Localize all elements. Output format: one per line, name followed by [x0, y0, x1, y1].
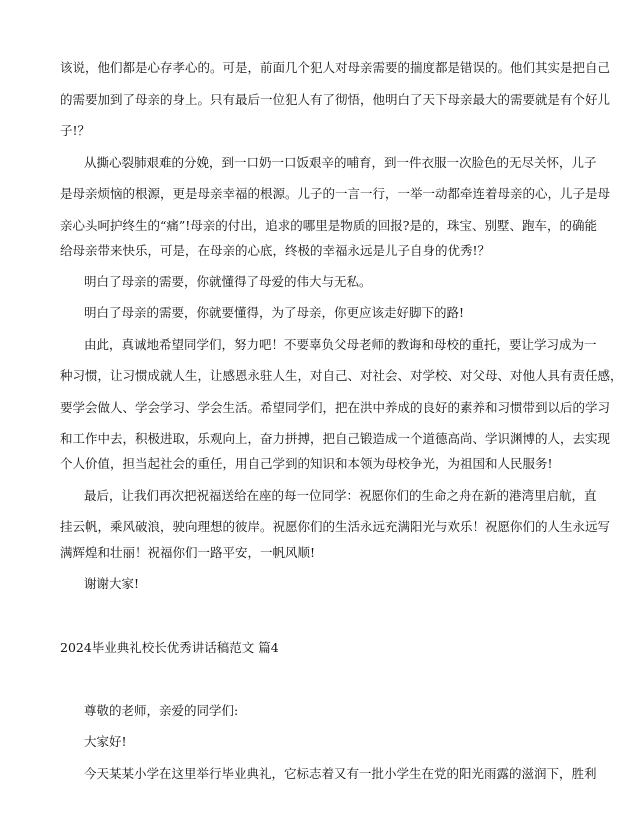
section-heading: 2024毕业典礼校长优秀讲话稿范文 篇4 — [60, 640, 279, 655]
text-line: 种习惯，让习惯成就人生，让感恩永驻人生，对自己、对社会、对学校、对父母、对他人具有责任感， — [60, 368, 623, 383]
greeting: 大家好! — [84, 734, 127, 749]
salutation: 尊敬的老师，亲爱的同学们: — [84, 703, 239, 718]
text-line: 的需要加到了母亲的身上。只有最后一位犯人有了彻悟，他明白了天下母亲最大的需要就是有个好儿 — [60, 92, 611, 107]
paragraph-first-line: 由此，真诚地希望同学们，努力吧！不要辜负父母老师的教诲和母校的重托，要让学习成为一 — [84, 337, 597, 352]
paragraph-first-line: 明白了母亲的需要，你就要懂得，为了母亲，你更应该走好脚下的路! — [84, 305, 465, 320]
text-line: 满辉煌和壮丽！祝福你们一路平安，一帆风顺! — [60, 545, 316, 560]
paragraph-first-line: 今天某某小学在这里举行毕业典礼，它标志着又有一批小学生在党的阳光雨露的滋润下，胜利 — [84, 766, 597, 781]
text-line: 子!？ — [60, 123, 91, 138]
text-line: 亲心头呵护终生的“痛”!母亲的付出，追求的哪里是物质的回报?是的，珠宝、别墅、跑车，的确能 — [60, 218, 598, 233]
text-line: 个人价值，担当起社会的重任，用自己学到的知识和本领为母校争光，为祖国和人民服务! — [60, 456, 553, 471]
paragraph-first-line: 最后，让我们再次把祝福送给在座的每一位同学：祝愿你们的生命之舟在新的港湾里启航，直 — [84, 488, 597, 503]
closing-thanks: 谢谢大家! — [84, 576, 140, 591]
text-line: 给母亲带来快乐，可是，在母亲的心底，终极的幸福永远是儿子自身的优秀!？ — [60, 243, 491, 258]
paragraph-first-line: 从撕心裂肺艰难的分娩，到一口奶一口饭艰辛的哺育，到一件衣服一次脸色的无尽关怀，儿子 — [84, 155, 597, 170]
text-line: 要学会做人、学会学习、学会生活。希望同学们，把在洪中养成的良好的素养和习惯带到以后的学习 — [60, 400, 611, 415]
text-line: 和工作中去，积极进取，乐观向上，奋力拼搏，把自己锻造成一个道德高尚、学识渊博的人，去实现 — [60, 431, 611, 446]
text-line: 是母亲烦恼的根源，更是母亲幸福的根源。儿子的一言一行，一举一动都牵连着母亲的心，儿子是母 — [60, 186, 611, 201]
paragraph-first-line: 明白了母亲的需要，你就懂得了母爱的伟大与无私。 — [84, 274, 372, 289]
text-line: 挂云帆，乘风破浪，驶向理想的彼岸。祝愿你们的生活永远充满阳光与欢乐！祝愿你们的人生永远写 — [60, 519, 611, 534]
text-line: 该说，他们都是心存孝心的。可是，前面几个犯人对母亲需要的揣度都是错误的。他们其实是把自己 — [60, 60, 611, 75]
